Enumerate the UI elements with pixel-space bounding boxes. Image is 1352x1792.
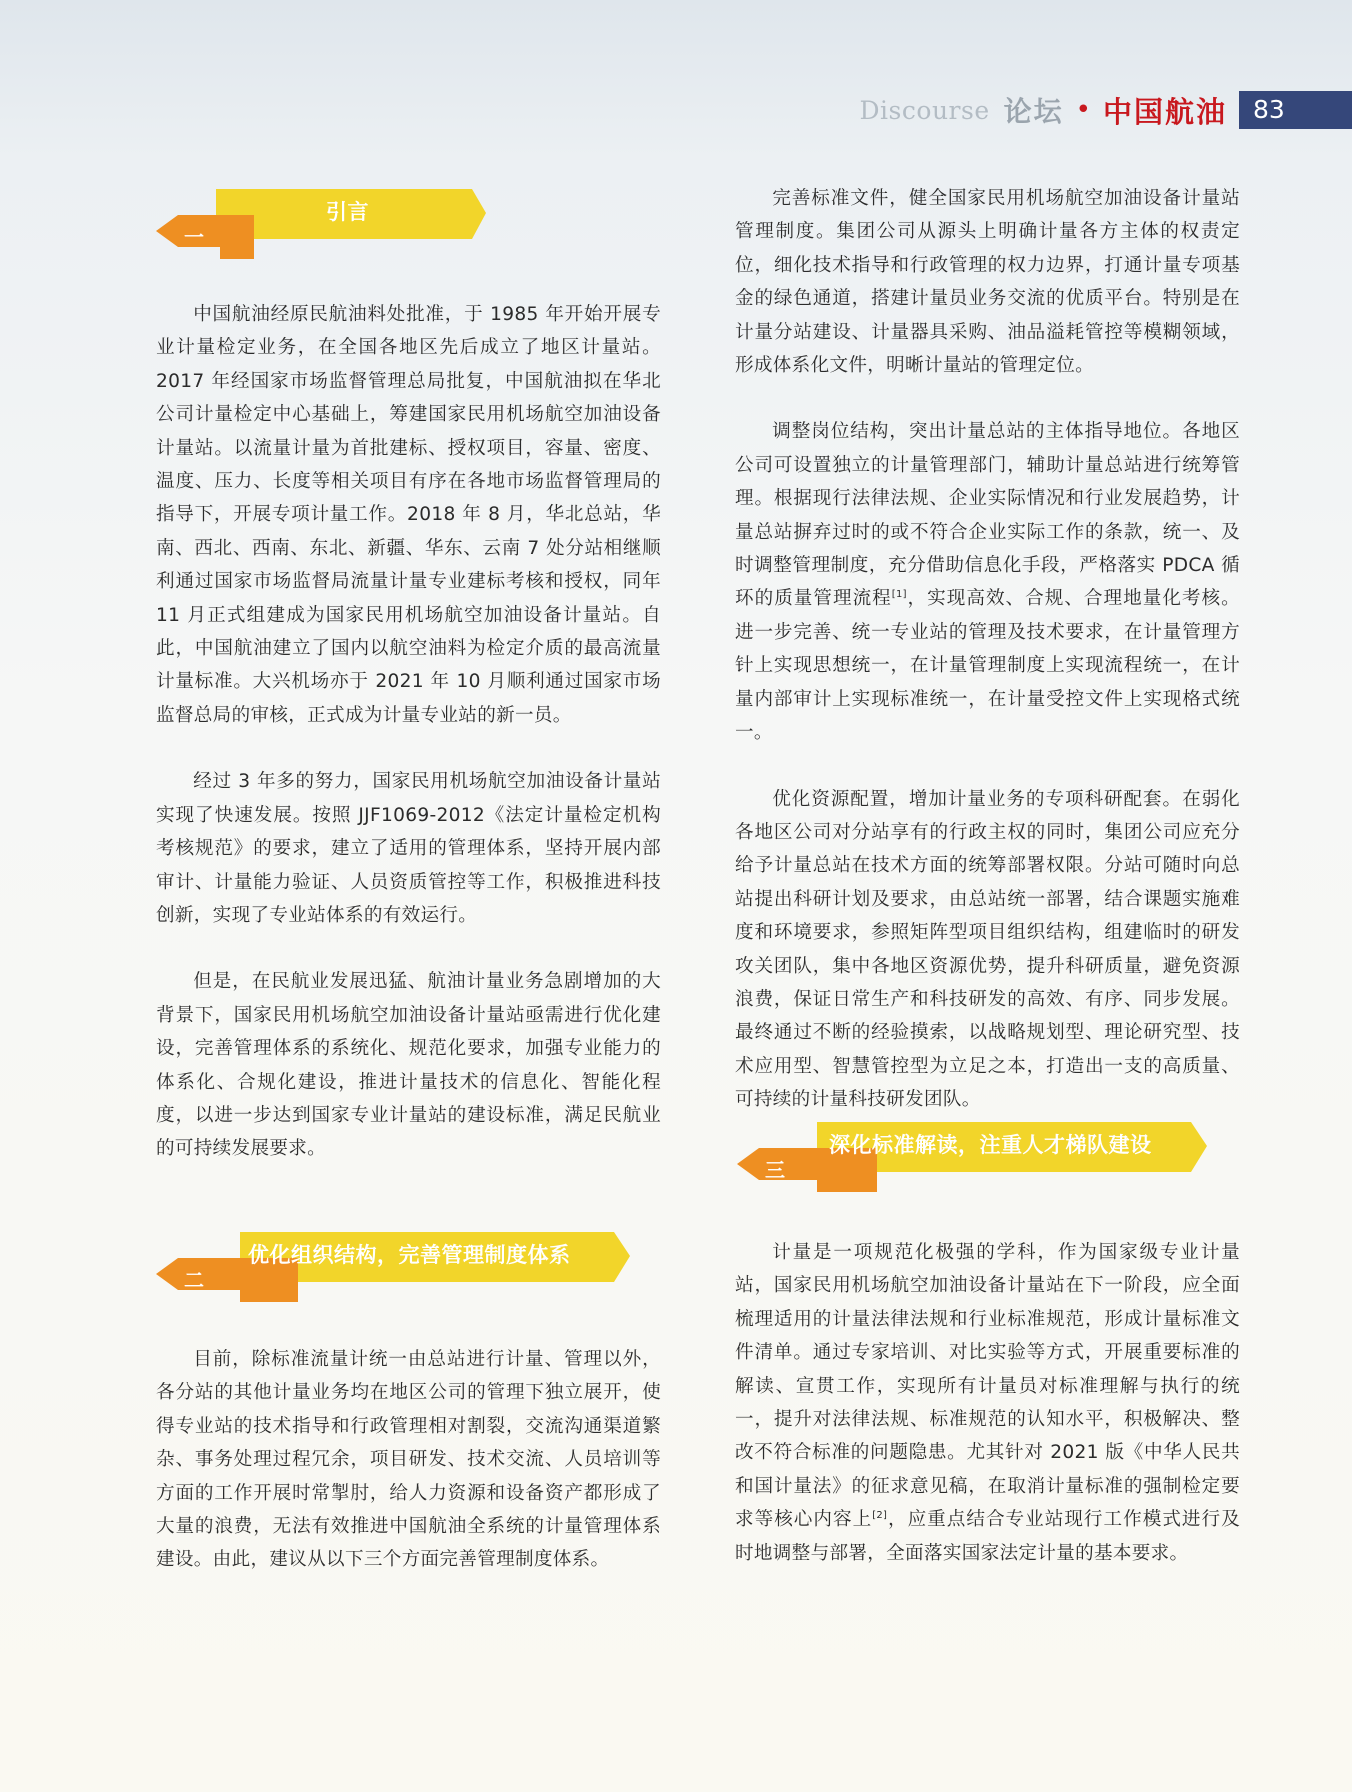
running-header xyxy=(860,91,1352,129)
paragraph-text: ，应重点结合专业站现行工作模式进行及时地调整与部署，全面落实国家法定计量的基本要求。 xyxy=(735,1509,1240,1564)
section-number: 二 xyxy=(184,1268,204,1292)
paragraph: 经过 3 年多的努力，国家民用机场航空加油设备计量站实现了快速发展。按照 JJF1069-2012《法定计量检定机构考核规范》的要求，建立了适用的管理体系，坚持开展内部审计、计量能力验证、人员资质管控等工作，积极推进科技创新，实现了专业站体系的有效运行。 xyxy=(156,771,661,926)
section-name-en: Discourse xyxy=(859,95,990,125)
section-heading-2 xyxy=(156,1232,630,1302)
paragraph: 但是，在民航业发展迅猛、航油计量业务急剧增加的大背景下，国家民用机场航空加油设备计量站亟需进行优化建设，完善管理体系的系统化、规范化要求，加强专业能力的体系化、合规化建设，推进计量技术的信息化、智能化程度，以进一步达到国家专业计量站的建设标准，满足民航业的可持续发展要求。 xyxy=(156,971,661,1160)
page-number: 83 xyxy=(1239,91,1352,129)
left-column-section-2 xyxy=(156,1343,661,1577)
brand-name: 中国航油 xyxy=(1102,94,1227,129)
header-separator: • xyxy=(1075,95,1091,125)
left-column-intro xyxy=(156,298,661,1166)
paragraph: 优化资源配置，增加计量业务的专项科研配套。在弱化各地区公司对分站享有的行政主权的同时，集团公司应充分给予计量总站在技术方面的统筹部署权限。分站可随时向总站提出科研计划及要求，由总站统一部署，结合课题实施难度和环境要求，参照矩阵型项目组织结构，组建临时的研发攻关团队，集中各地区资源优势，提升科研质量，避免资源浪费，保证日常生产和科技研发的高效、有序、同步发展。最终通过不断的经验摸索，以战略规划型、理论研究型、技术应用型、智慧管控型为立足之本，打造出一支的高质量、可持续的计量科技研发团队。 xyxy=(735,788,1240,1111)
reference-mark: [2] xyxy=(872,1510,888,1522)
paragraph: 中国航油经原民航油料处批准，于 1985 年开始开展专业计量检定业务，在全国各地区先后成立了地区计量站。2017 年经国家市场监督管理总局批复，中国航油拟在华北公司计量检定中心基础上，筹建国家民用机场航空加油设备计量站。以流量计量为首批建标、授权项目，容量、密度、温度、压力、长度等相关项目有序在各地市场监督管理局的指导下，开展专项计量工作。2018 年 8 月，华北总站，华南、西北、西南、东北、新疆、华东、云南 7 处分站相继顺利通过国家市场监督局流量计量专业建标考核和授权，同年 11 月正式组建成为国家民用机场航空加油设备计量站。自此，中国航油建立了国内以航空油料为检定介质的最高流量计量标准。大兴机场亦于 2021 年 10 月顺利通过国家市场监督总局的审核，正式成为计量专业站的新一员。 xyxy=(156,304,661,726)
paragraph-pdca xyxy=(735,415,1240,749)
section-number: 三 xyxy=(765,1158,785,1182)
right-column-section-2 xyxy=(735,182,1240,1117)
section-name-cn: 论坛 xyxy=(1003,95,1064,128)
paragraph-text: ，实现高效、合规、合理地量化考核。进一步完善、统一专业站的管理及技术要求，在计量管理方针上实现思想统一，在计量管理制度上实现流程统一，在计量内部审计上实现标准统一，在计量受控文件上实现格式统一。 xyxy=(735,588,1240,744)
right-column-section-3 xyxy=(735,1236,1240,1570)
section-title: 引言 xyxy=(326,200,369,224)
section-title: 深化标准解读，注重人才梯队建设 xyxy=(829,1133,1152,1157)
paragraph-text: 计量是一项规范化极强的学科，作为国家级专业计量站，国家民用机场航空加油设备计量站在下一阶段，应全面梳理适用的计量法律法规和行业标准规范，形成计量标准文件清单。通过专家培训、对比实验等方式，开展重要标准的解读、宣贯工作，实现所有计量员对标准理解与执行的统一，提升对法律法规、标准规范的认知水平，积极解决、整改不符合标准的问题隐患。尤其针对 2021 版《中华人民共和国计量法》的征求意见稿，在取消计量标准的强制检定要求等核心内容上 xyxy=(735,1242,1240,1531)
reference-mark: [1] xyxy=(891,589,907,601)
paragraph: 目前，除标准流量计统一由总站进行计量、管理以外，各分站的其他计量业务均在地区公司的管理下独立展开，使得专业站的技术指导和行政管理相对割裂，交流沟通渠道繁杂、事务处理过程冗余，项目研发、技术交流、人员培训等方面的工作开展时常掣肘，给人力资源和设备资产都形成了大量的浪费，无法有效推进中国航油全系统的计量管理体系建设。由此，建议从以下三个方面完善管理制度体系。 xyxy=(156,1349,661,1571)
paragraph-text: 调整岗位结构，突出计量总站的主体指导地位。各地区公司可设置独立的计量管理部门，辅助计量总站进行统筹管理。根据现行法律法规、企业实际情况和行业发展趋势，计量总站摒弃过时的或不符合企业实际工作的条款，统一、及时调整管理制度，充分借助信息化手段，严格落实 PDCA 循环的质量管理流程 xyxy=(735,421,1240,610)
paragraph-law xyxy=(735,1236,1240,1570)
section-heading-1 xyxy=(156,189,486,259)
paragraph: 完善标准文件，健全国家民用机场航空加油设备计量站管理制度。集团公司从源头上明确计量各方主体的权责定位，细化技术指导和行政管理的权力边界，打通计量专项基金的绿色通道，搭建计量员业务交流的优质平台。特别是在计量分站建设、计量器具采购、油品溢耗管控等模糊领域，形成体系化文件，明晰计量站的管理定位。 xyxy=(735,188,1240,377)
section-title: 优化组织结构，完善管理制度体系 xyxy=(248,1243,571,1267)
section-number: 一 xyxy=(184,225,204,249)
section-heading-3 xyxy=(737,1122,1207,1192)
